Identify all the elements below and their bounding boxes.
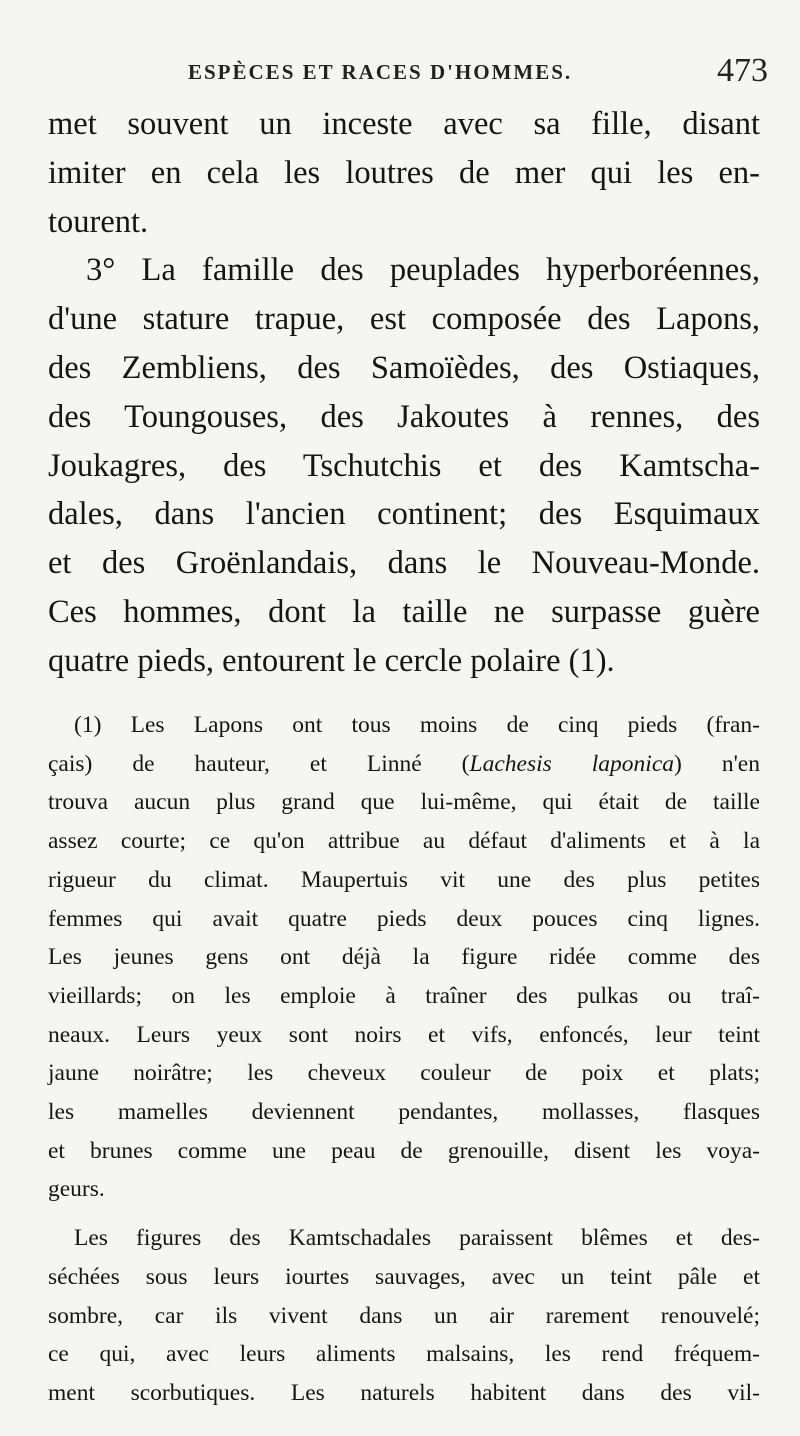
footnote-line: sombre, car ils vivent dans un air rarement renouvelé;: [48, 1302, 760, 1329]
text-line: 3° La famille des peuplades hyperboréennes,: [86, 252, 760, 289]
text-line: des Zembliens, des Samoïèdes, des Ostiaques,: [48, 349, 760, 386]
footnote-line: [48, 745, 760, 784]
text-line: Ces hommes, dont la taille ne surpasse guère: [48, 593, 760, 630]
text-line: tourent.: [48, 203, 149, 240]
footnote-line: jaune noirâtre; les cheveux couleur de poix et plats;: [48, 1060, 760, 1087]
footnote-text: çais) de hauteur, et Linné (: [48, 750, 470, 777]
footnote-line: et brunes comme une peau de grenouille, disent les voya-: [48, 1137, 760, 1164]
text-line: imiter en cela les loutres de mer qui les en-: [48, 154, 760, 191]
footnote-line: les mamelles deviennent pendantes, mollasses, flasques: [48, 1099, 760, 1126]
footnote-line: femmes qui avait quatre pieds deux pouces cinq lignes.: [48, 905, 760, 932]
paragraph-gap: [48, 1209, 760, 1219]
running-title: ESPÈCES ET RACES D'HOMMES.: [188, 60, 573, 84]
footnote-line: geurs.: [48, 1176, 105, 1203]
text-line: d'une stature trapue, est composée des Lapons,: [48, 301, 760, 338]
footnote-line: ment scorbutiques. Les naturels habitent dans des vil-: [48, 1379, 760, 1406]
footnote-line: Les figures des Kamtschadales paraissent blêmes et des-: [74, 1225, 760, 1252]
footnote-line: ce qui, avec leurs aliments malsains, les rend fréquem-: [48, 1341, 760, 1368]
footnotes: [48, 706, 760, 1413]
footnote-text: ) n'en: [674, 750, 760, 777]
footnote-line: neaux. Leurs yeux sont noirs et vifs, enfoncés, leur teint: [48, 1021, 760, 1048]
footnote-line: séchées sous leurs iourtes sauvages, avec un teint pâle et: [48, 1263, 760, 1290]
footnote-line: vieillards; on les emploie à traîner des pulkas ou traî-: [48, 982, 760, 1009]
footnote-line: assez courte; ce qu'on attribue au défaut d'aliments et à la: [48, 828, 760, 855]
main-text: [48, 100, 760, 686]
footnote-line: trouva aucun plus grand que lui-même, qui était de taille: [48, 789, 760, 816]
text-line: et des Groënlandais, dans le Nouveau-Monde.: [48, 545, 760, 582]
footnote-line: Les jeunes gens ont déjà la figure ridée comme des: [48, 944, 760, 971]
footnote-line: rigueur du climat. Maupertuis vit une des plus petites: [48, 866, 760, 893]
text-line: des Toungouses, des Jakoutes à rennes, des: [48, 398, 760, 435]
text-line: dales, dans l'ancien continent; des Esquimaux: [48, 496, 760, 533]
species-name: Lachesis laponica: [469, 750, 674, 777]
page-number: 473: [717, 52, 768, 89]
text-line: met souvent un inceste avec sa fille, disant: [48, 106, 760, 142]
text-line: quatre pieds, entourent le cercle polaire (1).: [48, 642, 615, 679]
text-line: Joukagres, des Tschutchis et des Kamtscha-: [48, 447, 760, 484]
footnote-line: (1) Les Lapons ont tous moins de cinq pieds (fran-: [74, 712, 760, 738]
page-header: [48, 52, 768, 92]
